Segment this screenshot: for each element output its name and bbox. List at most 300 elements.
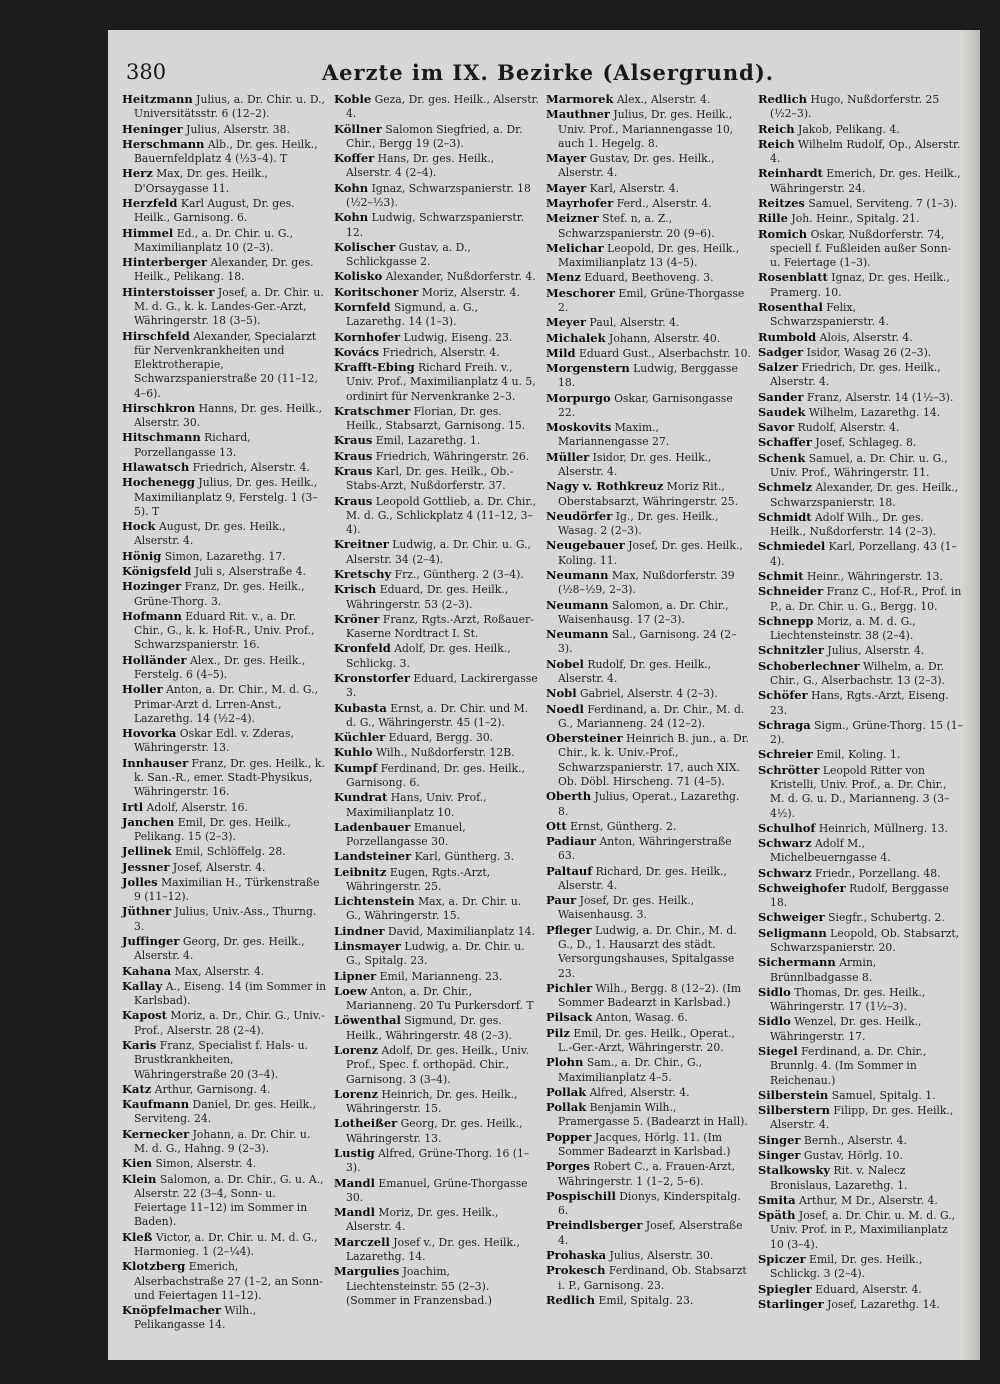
entry-surname: Königsfeld [122,564,192,578]
entry-surname: Köllner [334,121,382,136]
entry-details: Samuel, a. Dr. Chir. u. G., Univ. Prof., Währingerstr. 11. [770,451,948,480]
directory-entry [758,166,963,196]
directory-entry [758,1252,963,1282]
entry-details: August, Dr. ges. Heilk., Alserstr. 4. [134,520,286,548]
entry-surname: Schöfer [758,688,808,703]
directory-entry [122,166,327,196]
entry-surname: Katz [122,1081,152,1096]
directory-entry [758,405,963,420]
directory-entry [122,430,327,460]
entry-details: Hanns, Dr. ges. Heilk., Alserstr. 30. [134,401,323,430]
directory-entry [122,756,327,800]
entry-surname: Sidlo [758,1014,791,1029]
entry-details: Alex., Dr. ges. Heilk., Ferstelg. 6 (4–5). [134,653,306,681]
entry-surname: Kallay [122,978,163,993]
directory-entry [334,612,539,642]
directory-entry [546,181,751,196]
directory-entry [758,1133,963,1148]
directory-entry [122,549,327,564]
directory-entry [334,745,539,760]
entry-surname: Kohn [334,210,369,225]
entry-surname: Koble [334,92,372,106]
entry-surname: Hinterberger [122,255,208,270]
entry-details: Josef, Schlageg. 8. [811,436,917,450]
directory-entry [122,1082,327,1097]
entry-details: Ed., a. Dr. Chir. u. G., Maximilianplatz 10 (2–3). [134,226,294,254]
entry-surname: Pollak [546,1100,587,1115]
entry-details: Wenzel, Dr. ges. Heilk., Währingerstr. 17. [770,1015,922,1043]
directory-entry [334,865,539,895]
entry-surname: Neumann [546,627,609,642]
entry-details: Samuel, Spitalg. 1. [828,1088,936,1102]
entry-details: Alois, Alserstr. 4. [816,330,913,344]
directory-entry [758,985,963,1015]
entry-surname: Kernecker [122,1126,190,1141]
entry-details: Julius, Alserstr. 30. [606,1248,714,1262]
entry-details: Emil, Schlöffelg. 28. [171,845,286,859]
directory-entry [122,1156,327,1171]
entry-surname: Melichar [546,240,604,255]
directory-entry [334,151,539,181]
entry-surname: Müller [546,449,590,464]
directory-entry [546,731,751,789]
entry-details: Josef, a. Dr. Chir. u. M. d. G., k. k. Landes-Ger.-Arzt, Währingerstr. 18 (3–5). [134,285,324,328]
entry-details: David, Maximilianplatz 14. [384,924,535,938]
entry-surname: Pfleger [546,922,592,937]
directory-entry [334,790,539,820]
entry-details: Salomon Siegfried, a. Dr. Chir., Bergg 19 (2–3). [346,122,523,150]
directory-entry [758,569,963,584]
entry-surname: Karis [122,1038,157,1052]
directory-entry [546,819,751,834]
directory-entry [546,151,751,181]
directory-entry [122,1303,327,1333]
entry-surname: Mayer [546,180,587,195]
entry-details: Leopold, Dr. ges. Heilk., Maximilianplatz 13 (4–5). [558,241,740,270]
entry-surname: Schnepp [758,613,814,628]
entry-surname: Rille [758,211,788,226]
entry-details: Franz, Specialist f. Hals- u. Brustkrankheiten, Währingerstraße 20 (3–4). [134,1039,309,1081]
directory-entry [546,509,751,539]
directory-entry [758,345,963,360]
entry-surname: Schreier [758,747,813,762]
entry-surname: Kraus [334,448,373,463]
entry-details: Ludwig, Berggasse 18. [558,362,738,390]
directory-entry [546,1263,751,1293]
entry-surname: Kronfeld [334,641,391,656]
entry-details: Florian, Dr. ges. Heilk., Stabsarzt, Garnisong. 15. [346,404,526,433]
entry-surname: Sander [758,389,804,404]
entry-details: Franz C., Hof-R., Prof. in P., a. Dr. Chir. u. G., Bergg. 10. [770,585,962,613]
entry-surname: Hlawatsch [122,460,190,475]
entry-surname: Koffer [334,151,375,166]
entry-surname: Rosenthal [758,299,823,314]
directory-entry [122,1038,327,1082]
entry-details: Adolf, Alserstr. 16. [143,800,248,814]
entry-surname: Menz [546,270,581,285]
entry-details: Felix, Schwarzspanierstr. 4. [770,300,889,329]
directory-entry [334,1264,539,1308]
entry-details: Wilhelm Rudolf, Op., Alserstr. 4. [770,137,961,166]
directory-entry [758,955,963,985]
entry-details: Ferdinand, Ob. Stabsarzt i. P., Garnisong. 23. [558,1264,747,1292]
entry-surname: Hirschfeld [122,328,190,343]
entry-details: Anton, a. Dr. Chir., M. d. G., Primar-Arzt d. Lrren-Anst., Lazarethg. 14 (½2–4). [134,683,319,725]
directory-entry [758,1297,963,1312]
entry-details: Gustav, Hörlg. 10. [800,1148,903,1162]
entry-surname: Schraga [758,717,811,732]
entry-surname: Mandl [334,1205,375,1220]
entry-details: Thomas, Dr. ges. Heilk., Währingerstr. 17 (1½–3). [770,985,926,1014]
directory-entry [334,122,539,152]
entry-details: Dionys, Kinderspitalg. 6. [558,1189,741,1218]
entry-details: Ludwig, a. Dr. Chir., M. d. G., D., 1. Hausarzt des städt. Versorgungshauses, Spitalgasse 23. [558,923,737,980]
entry-details: Joh. Heinr., Spitalg. 21. [787,212,920,226]
directory-entry [334,984,539,1014]
entry-details: Maximilian H., Türkenstraße 9 (11–12). [134,875,320,904]
entry-surname: Landsteiner [334,849,412,864]
entry-details: Rudolf, Berggasse 18. [770,881,949,910]
entry-surname: Reich [758,121,795,136]
directory-entry [122,609,327,653]
entry-surname: Neudörfer [546,508,613,523]
entry-surname: Noedl [546,701,584,716]
entry-details: Ignaz, Schwarzspanierstr. 18 (½2–½3). [346,181,531,209]
entry-surname: Singer [758,1132,801,1147]
directory-entry [758,480,963,510]
entry-details: Karl, Güntherg. 3. [411,850,515,864]
entry-details: Friedrich, Dr. ges. Heilk., Alserstr. 4. [770,361,941,389]
directory-entry [546,1248,751,1263]
directory-entry [334,330,539,345]
entry-surname: Sichermann [758,955,836,970]
entry-details: Georg, Dr. ges. Heilk., Währingerstr. 13. [346,1117,523,1145]
directory-entry [546,1010,751,1025]
directory-entry [334,181,539,211]
entry-details: Heinr., Währingerstr. 13. [803,570,943,583]
entry-surname: Krisch [334,582,377,597]
directory-entry [758,821,963,836]
entry-details: Alb., Dr. ges. Heilk., Bauernfeldplatz 4 (½3–4). T [134,137,318,166]
directory-entry [546,270,751,285]
entry-surname: Kronstorfer [334,670,410,685]
directory-entry [122,285,327,329]
entry-details: Rit. v. Nalecz Bronislaus, Lazarethg. 1. [770,1164,908,1192]
directory-entry [758,137,963,167]
entry-details: Eduard, Bergg. 30. [385,731,494,745]
page-title: Aerzte im IX. Bezirke (Alsergrund). [321,60,775,85]
directory-entry [546,420,751,450]
directory-entry [334,582,539,612]
directory-entry [758,926,963,956]
entry-details: Jacques, Hörlg. 11. (Im Sommer Badearzt in Karlsbad.) [558,1130,731,1158]
entry-surname: Pospischill [546,1188,616,1203]
directory-entry [334,449,539,464]
entry-surname: Schmit [758,569,804,583]
entry-surname: Holler [122,682,163,697]
directory-entry [122,579,327,609]
directory-entry [546,346,751,361]
directory-entry [758,688,963,718]
directory-entry [546,657,751,687]
entry-surname: Küchler [334,730,386,745]
directory-entry [546,107,751,151]
directory-entry [334,1087,539,1117]
entry-surname: Ladenbauer [334,819,411,834]
entry-details: Rudolf, Dr. ges. Heilk., Alserstr. 4. [558,657,712,685]
entry-details: Arthur, Garnisong. 4. [151,1082,271,1096]
directory-entry [122,92,327,122]
directory-entry [334,1013,539,1043]
entry-details: Georg, Dr. ges. Heilk., Alserstr. 4. [134,935,305,963]
entry-surname: Heitzmann [122,92,193,106]
directory-entry [758,122,963,137]
entry-details: Wilh., Nußdorferstr. 12B. [372,746,515,760]
entry-details: Gustav, a. D., Schlickgasse 2. [346,240,471,269]
entry-details: Anton, Wasag. 6. [592,1011,688,1025]
entry-surname: Löwenthal [334,1013,401,1028]
entry-surname: Paltauf [546,863,593,878]
entry-surname: Holländer [122,652,187,667]
entry-details: Emerich, Alserbachstraße 27 (1–2, an Sonn- und Feiertagen 11–12). [134,1260,323,1302]
entry-details: Franz, Dr. ges. Heilk., k. k. San.-R., emer. Stadt-Physikus, Währingerstr. 16. [134,756,325,799]
entry-details: Anton, Währingerstraße 63. [558,835,732,863]
entry-surname: Kohn [334,180,369,195]
entry-surname: Rosenblatt [758,270,828,285]
entry-details: Emil, Dr. ges. Heilk., Pelikang. 15 (2–3). [134,815,291,844]
entry-surname: Hofmann [122,608,182,623]
entry-surname: Meschorer [546,285,615,300]
entry-details: Juli s, Alserstraße 4. [191,565,306,578]
entry-details: Leopold, Ob. Stabsarzt, Schwarzspanierstr. 20. [770,926,960,955]
entry-surname: Neugebauer [546,538,625,553]
directory-entry [758,360,963,390]
entry-surname: Schrötter [758,762,820,777]
entry-surname: Schenk [758,450,806,465]
directory-entry [758,1193,963,1208]
entry-surname: Starlinger [758,1296,824,1311]
entry-surname: Hirschkron [122,400,196,415]
directory-entry [122,860,327,875]
entry-surname: Prokesch [546,1263,606,1278]
entry-surname: Marczell [334,1234,390,1249]
directory-entry [122,844,327,859]
directory-entry [758,1208,963,1252]
directory-entry [546,286,751,316]
entry-surname: Kratschmer [334,403,411,418]
directory-entry [122,653,327,683]
entry-details: Maxim., Mariannengasse 27. [558,421,670,449]
entry-details: Wilhelm, Lazarethg. 14. [805,405,941,419]
entry-surname: Mandl [334,1175,375,1190]
entry-details: Moriz, a. M. d. G., Liechtensteinstr. 38 (2–4). [770,614,916,643]
entry-details: Anton, a. Dr. Chir., Marianneng. 20 Tu Purkersdorf. T [346,984,534,1013]
entry-details: Franz, Rgts.-Arzt, Roßauer-Kaserne Nordtract I. St. [346,612,534,641]
entry-surname: Herz [122,166,153,181]
directory-entry [122,564,327,579]
directory-entry [122,875,327,905]
directory-entry [758,614,963,644]
entry-surname: Pichler [546,980,593,995]
entry-surname: Nobel [546,656,584,671]
entry-surname: Reitzes [758,195,805,210]
entry-surname: Jüthner [122,904,172,919]
entry-details: Johann, Alserstr. 40. [605,331,721,345]
entry-details: Max, Alserstr. 4. [171,964,265,978]
directory-entry [758,92,963,122]
directory-entry [758,330,963,345]
entry-surname: Kornfeld [334,299,391,314]
entry-surname: Schaffer [758,435,812,450]
directory-entry [758,763,963,821]
entry-details: Ludwig, Schwarzspanierstr. 12. [346,211,525,239]
directory-entry [334,969,539,984]
entry-details: Ferdinand, a. Dr. Chir., Brunnlg. 4. (Im Sommer in Reichenau.) [770,1045,927,1087]
directory-entry [334,240,539,270]
entry-surname: Schmidt [758,509,812,524]
entry-surname: Kreitner [334,537,389,552]
entry-details: Daniel, Dr. ges. Heilk., Serviteng. 24. [134,1098,317,1126]
entry-details: Robert C., a. Frauen-Arzt, Währingerstr. 1 (1–2, 5–6). [558,1160,736,1188]
entry-details: Karl August, Dr. ges. Heilk., Garnisong. 6. [134,196,295,225]
entry-surname: Heninger [122,121,183,136]
directory-entry [122,226,327,256]
entry-surname: Loew [334,983,367,998]
entry-details: Eduard Rit. v., a. Dr. Chir., G., k. k. Hof-R., Univ. Prof., Schwarzspanierstr. 16. [134,609,315,652]
entry-surname: Oberth [546,789,592,804]
entry-details: Julius, Dr. ges. Heilk., Maximilianplatz 9, Ferstelg. 1 (3–5). T [134,476,318,518]
entry-details: Josef, a. Dr. Chir. u. M. d. G., Univ. Prof. in P., Maximilianplatz 10 (3–4). [770,1209,956,1251]
directory-entry [334,761,539,791]
entry-surname: Hozinger [122,579,182,594]
entry-surname: Popper [546,1129,592,1144]
directory-entry [546,1130,751,1160]
directory-entry [758,1148,963,1163]
entry-details: Julius, Operat., Lazarethg. 8. [558,790,740,818]
entry-details: Max, Dr. ges. Heilk., D'Orsaygasse 11. [134,167,268,195]
directory-page [108,30,980,1360]
directory-entry [546,598,751,628]
directory-entry [334,464,539,494]
entry-details: Isidor, Dr. ges. Heilk., Alserstr. 4. [558,450,712,479]
entry-details: Johann, a. Dr. Chir. u. M. d. G., Hahng. 9 (2–3). [134,1127,311,1155]
entry-details: Heinrich, Müllnerg. 13. [815,821,948,835]
directory-entry [122,904,327,934]
directory-entry [758,1088,963,1103]
directory-entry [758,1014,963,1044]
entry-surname: Salzer [758,360,799,375]
directory-entry [546,893,751,923]
entry-details: Eugen, Rgts.-Arzt, Währingerstr. 25. [346,865,491,893]
entry-surname: Singer [758,1147,801,1162]
directory-entry [334,1043,539,1087]
entry-details: Adolf M., Michelbeuerngasse 4. [770,837,891,865]
directory-entry [122,1259,327,1303]
directory-entry [122,1008,327,1038]
directory-entry [334,1176,539,1206]
entry-surname: Plohn [546,1055,584,1070]
directory-entry [334,404,539,434]
entry-details: Eduard Gust., Alserbachstr. 10. [575,346,751,360]
page-number: 380 [126,60,167,84]
entry-details: Alexander, Nußdorferstr. 4. [382,270,536,284]
entry-surname: Saudek [758,404,806,419]
entry-details: Stef. n, a. Z., Schwarzspanierstr. 20 (9–6). [558,212,715,240]
entry-surname: Reinhardt [758,166,823,181]
entry-surname: Klotzberg [122,1259,186,1274]
entry-details: Julius, a. Dr. Chir. u. D., Universitätsstr. 6 (12–2). [134,93,325,121]
entry-surname: Neumann [546,568,609,582]
entry-surname: Paur [546,893,577,908]
directory-entry [334,494,539,538]
entry-surname: Jolles [122,874,158,889]
directory-entry [546,568,751,598]
entry-surname: Stalkowsky [758,1163,831,1178]
entry-details: Joachim, Liechtensteinstr. 55 (2–3). (Sommer in Franzensbad.) [346,1265,492,1307]
entry-details: Max, a. Dr. Chir. u. G., Währingerstr. 15. [346,895,522,923]
entry-details: Adolf Wilh., Dr. ges. Heilk., Nußdorferstr. 14 (2–3). [770,510,937,539]
entry-surname: Kapost [122,1008,167,1023]
entry-details: Emil, Dr. ges. Heilk., Operat., L.-Ger.-Arzt, Währingerstr. 20. [558,1026,735,1054]
column-2 [334,92,539,1308]
entry-surname: Kraus [334,493,373,508]
column-4 [758,92,963,1312]
entry-surname: Rumbold [758,329,817,344]
directory-entry [334,939,539,969]
entry-surname: Mauthner [546,107,610,122]
page-header [126,60,970,90]
directory-entry [758,1282,963,1297]
directory-entry [546,981,751,1011]
entry-details: Friedrich, Alserstr. 4. [379,345,500,359]
directory-entry [334,1146,539,1176]
entry-surname: Lichtenstein [334,894,415,909]
directory-entry [546,479,751,509]
entry-surname: Hitschmann [122,430,201,445]
entry-details: Alexander, Specialarzt für Nervenkrankheiten und Elektrotherapie, Schwarzspanierstraße 20 (11–12, 4–6). [134,329,318,400]
directory-entry [122,979,327,1009]
entry-details: Josef, Dr. ges. Heilk., Waisenhausg. 3. [558,894,695,922]
directory-entry [758,1163,963,1193]
entry-details: Gabriel, Alserstr. 4 (2–3). [576,687,718,701]
entry-surname: Jessner [122,859,170,874]
entry-surname: Schnitzler [758,643,824,658]
directory-entry [546,361,751,391]
entry-surname: Meyer [546,315,587,330]
entry-details: Josef, Alserstr. 4. [169,860,266,874]
entry-details: Julius, Alserstr. 4. [824,644,925,658]
entry-surname: Jellinek [122,844,172,859]
entry-surname: Kolisko [334,269,383,284]
entry-details: A., Eiseng. 14 (im Sommer in Karlsbad). [134,979,327,1008]
entry-surname: Kaufmann [122,1097,190,1112]
entry-surname: Seligmann [758,925,827,940]
entry-details: Sam., a. Dr. Chir., G., Maximilianplatz 4–5. [558,1056,703,1084]
entry-details: Paul, Alserstr. 4. [586,316,680,330]
entry-details: Rudolf, Alserstr. 4. [794,421,900,435]
entry-details: Alex., Alserstr. 4. [613,93,711,106]
entry-surname: Kuhlo [334,745,373,760]
entry-details: Geza, Dr. ges. Heilk., Alserstr. 4. [346,93,539,121]
entry-surname: Margulies [334,1264,400,1279]
directory-entry [546,1189,751,1219]
entry-details: Sal., Garnisong. 24 (2–3). [558,628,737,656]
entry-surname: Michalek [546,330,606,345]
entry-details: Samuel, Serviteng. 7 (1–3). [804,196,958,210]
entry-surname: Neumann [546,597,609,612]
entry-details: Ludwig, a. Dr. Chir. u. G., Alserstr. 34 (2–4). [346,538,531,566]
entry-surname: Hock [122,519,156,534]
